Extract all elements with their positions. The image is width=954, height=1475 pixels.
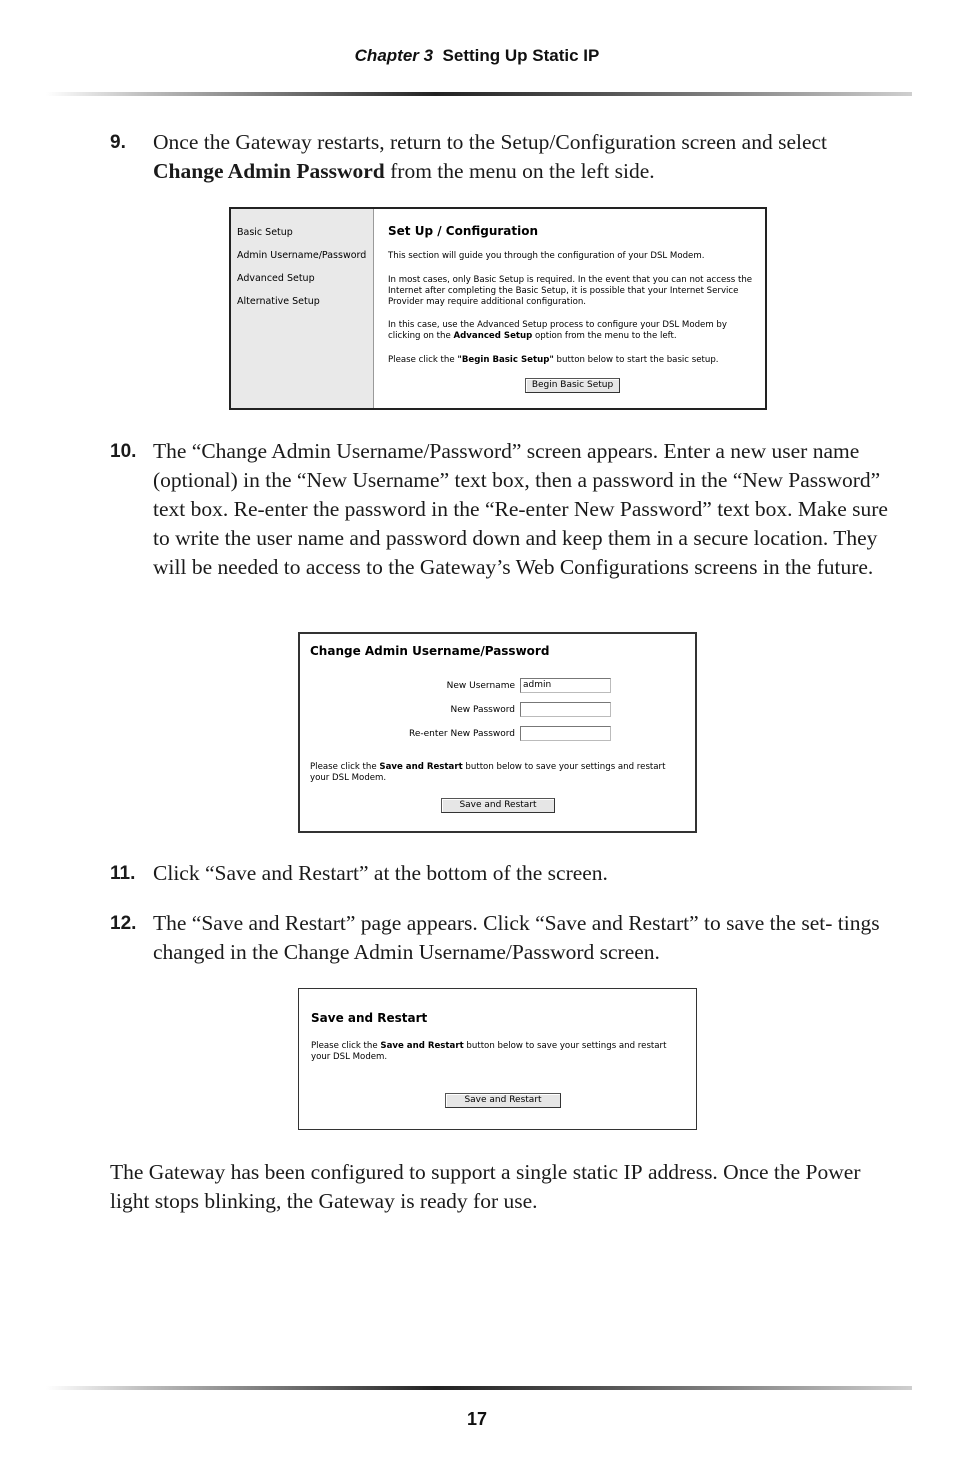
setup-configuration-screenshot (229, 207, 767, 410)
text-part: address. Once the Power light stops blinking, the Gateway is ready for use. (110, 1160, 861, 1213)
step-bold-text: Change Admin Password (153, 159, 385, 183)
change-admin-title: Change Admin Username/Password (310, 644, 550, 658)
chapter-header (0, 46, 954, 66)
step-9 (110, 128, 890, 186)
page-number: 17 (466, 1409, 488, 1429)
change-admin-note (310, 762, 682, 784)
new-password-label: New Password (450, 705, 515, 715)
text-bold: Save and Restart (379, 762, 463, 772)
step-number: 10. (110, 441, 137, 462)
text-part: button below to save your settings and restart your DSL Modem. (310, 762, 666, 783)
step-text: The “Save and Restart” page appears. Click “Save and Restart” to save the set- tings changed in the Change Admin Username/Password screen. (153, 911, 880, 964)
step-number: 9. (110, 132, 126, 153)
change-admin-screenshot (298, 632, 697, 833)
text-bold: "Begin Basic Setup" (457, 355, 554, 365)
text-part: Please click the (311, 1041, 381, 1051)
closing-paragraph (110, 1158, 890, 1216)
step-11 (110, 859, 890, 888)
begin-basic-setup-button[interactable]: Begin Basic Setup (525, 378, 620, 393)
reenter-password-input[interactable] (520, 726, 611, 741)
save-and-restart-screenshot (298, 988, 697, 1130)
text-part: option from the menu to the left. (532, 331, 677, 341)
header-rule (46, 92, 912, 96)
setup-paragraph-advanced (388, 320, 760, 342)
text-part: Please click the (310, 762, 380, 772)
setup-title: Set Up / Configuration (388, 224, 539, 238)
step-text-cont: from the menu on the left side. (384, 159, 655, 183)
ip-abbreviation: IP (623, 1160, 643, 1184)
menu-item-basic-setup[interactable]: Basic Setup (237, 227, 293, 238)
new-password-input[interactable] (520, 702, 611, 717)
text-part: In this case, use the Advanced Setup process to configure your DSL Modem by clicking on the (388, 320, 727, 341)
step-text: Click “Save and Restart” at the bottom of the screen. (153, 861, 608, 885)
save-and-restart-button[interactable]: Save and Restart (445, 1093, 561, 1108)
menu-item-alternative-setup[interactable]: Alternative Setup (237, 296, 320, 307)
setup-paragraph-begin (388, 355, 762, 366)
setup-intro: This section will guide you through the configuration of your DSL Modem. (388, 251, 705, 261)
new-username-label: New Username (446, 681, 515, 691)
menu-item-admin-username-password[interactable]: Admin Username/Password (237, 250, 367, 261)
step-number: 11. (110, 863, 136, 884)
chapter-title: Setting Up Static IP (442, 46, 600, 65)
text-part: Please click the (388, 355, 458, 365)
footer-rule (46, 1386, 912, 1390)
step-12 (110, 909, 890, 967)
step-10 (110, 437, 890, 582)
save-restart-note (311, 1041, 685, 1063)
new-username-input[interactable]: admin (520, 678, 611, 693)
text-part: button below to save your settings and restart your DSL Modem. (311, 1041, 667, 1062)
text-part: The Gateway has been configured to support a single static (110, 1160, 624, 1184)
setup-menu (231, 209, 374, 408)
save-restart-title: Save and Restart (311, 1011, 428, 1025)
setup-paragraph-basic: In most cases, only Basic Setup is required. In the event that you can not access the Internet after completing the Basic Setup, it is possible that your Internet Service Provider may require additional configuration. (388, 275, 753, 307)
text-bold: Save and Restart (380, 1041, 464, 1051)
text-bold: Advanced Setup (453, 331, 533, 341)
reenter-password-label: Re-enter New Password (408, 729, 515, 739)
step-text: Once the Gateway restarts, return to the Setup/Configuration screen and select (153, 130, 828, 154)
step-text: The “Change Admin Username/Password” screen appears. Enter a new user name (optional) in the “New Username” text box, then a password in the “New Password” text box. Re-enter the password in the “Re-enter New Password” text box. Make sure to write the user name and password down and keep them in a secure location. They will be needed to access to the Gateway’s Web Configurations screens in the future. (153, 439, 888, 579)
menu-item-advanced-setup[interactable]: Advanced Setup (237, 273, 315, 284)
save-and-restart-button[interactable]: Save and Restart (441, 798, 555, 813)
text-part: button below to start the basic setup. (553, 355, 719, 365)
chapter-label: Chapter 3 (354, 46, 434, 65)
step-number: 12. (110, 913, 137, 934)
